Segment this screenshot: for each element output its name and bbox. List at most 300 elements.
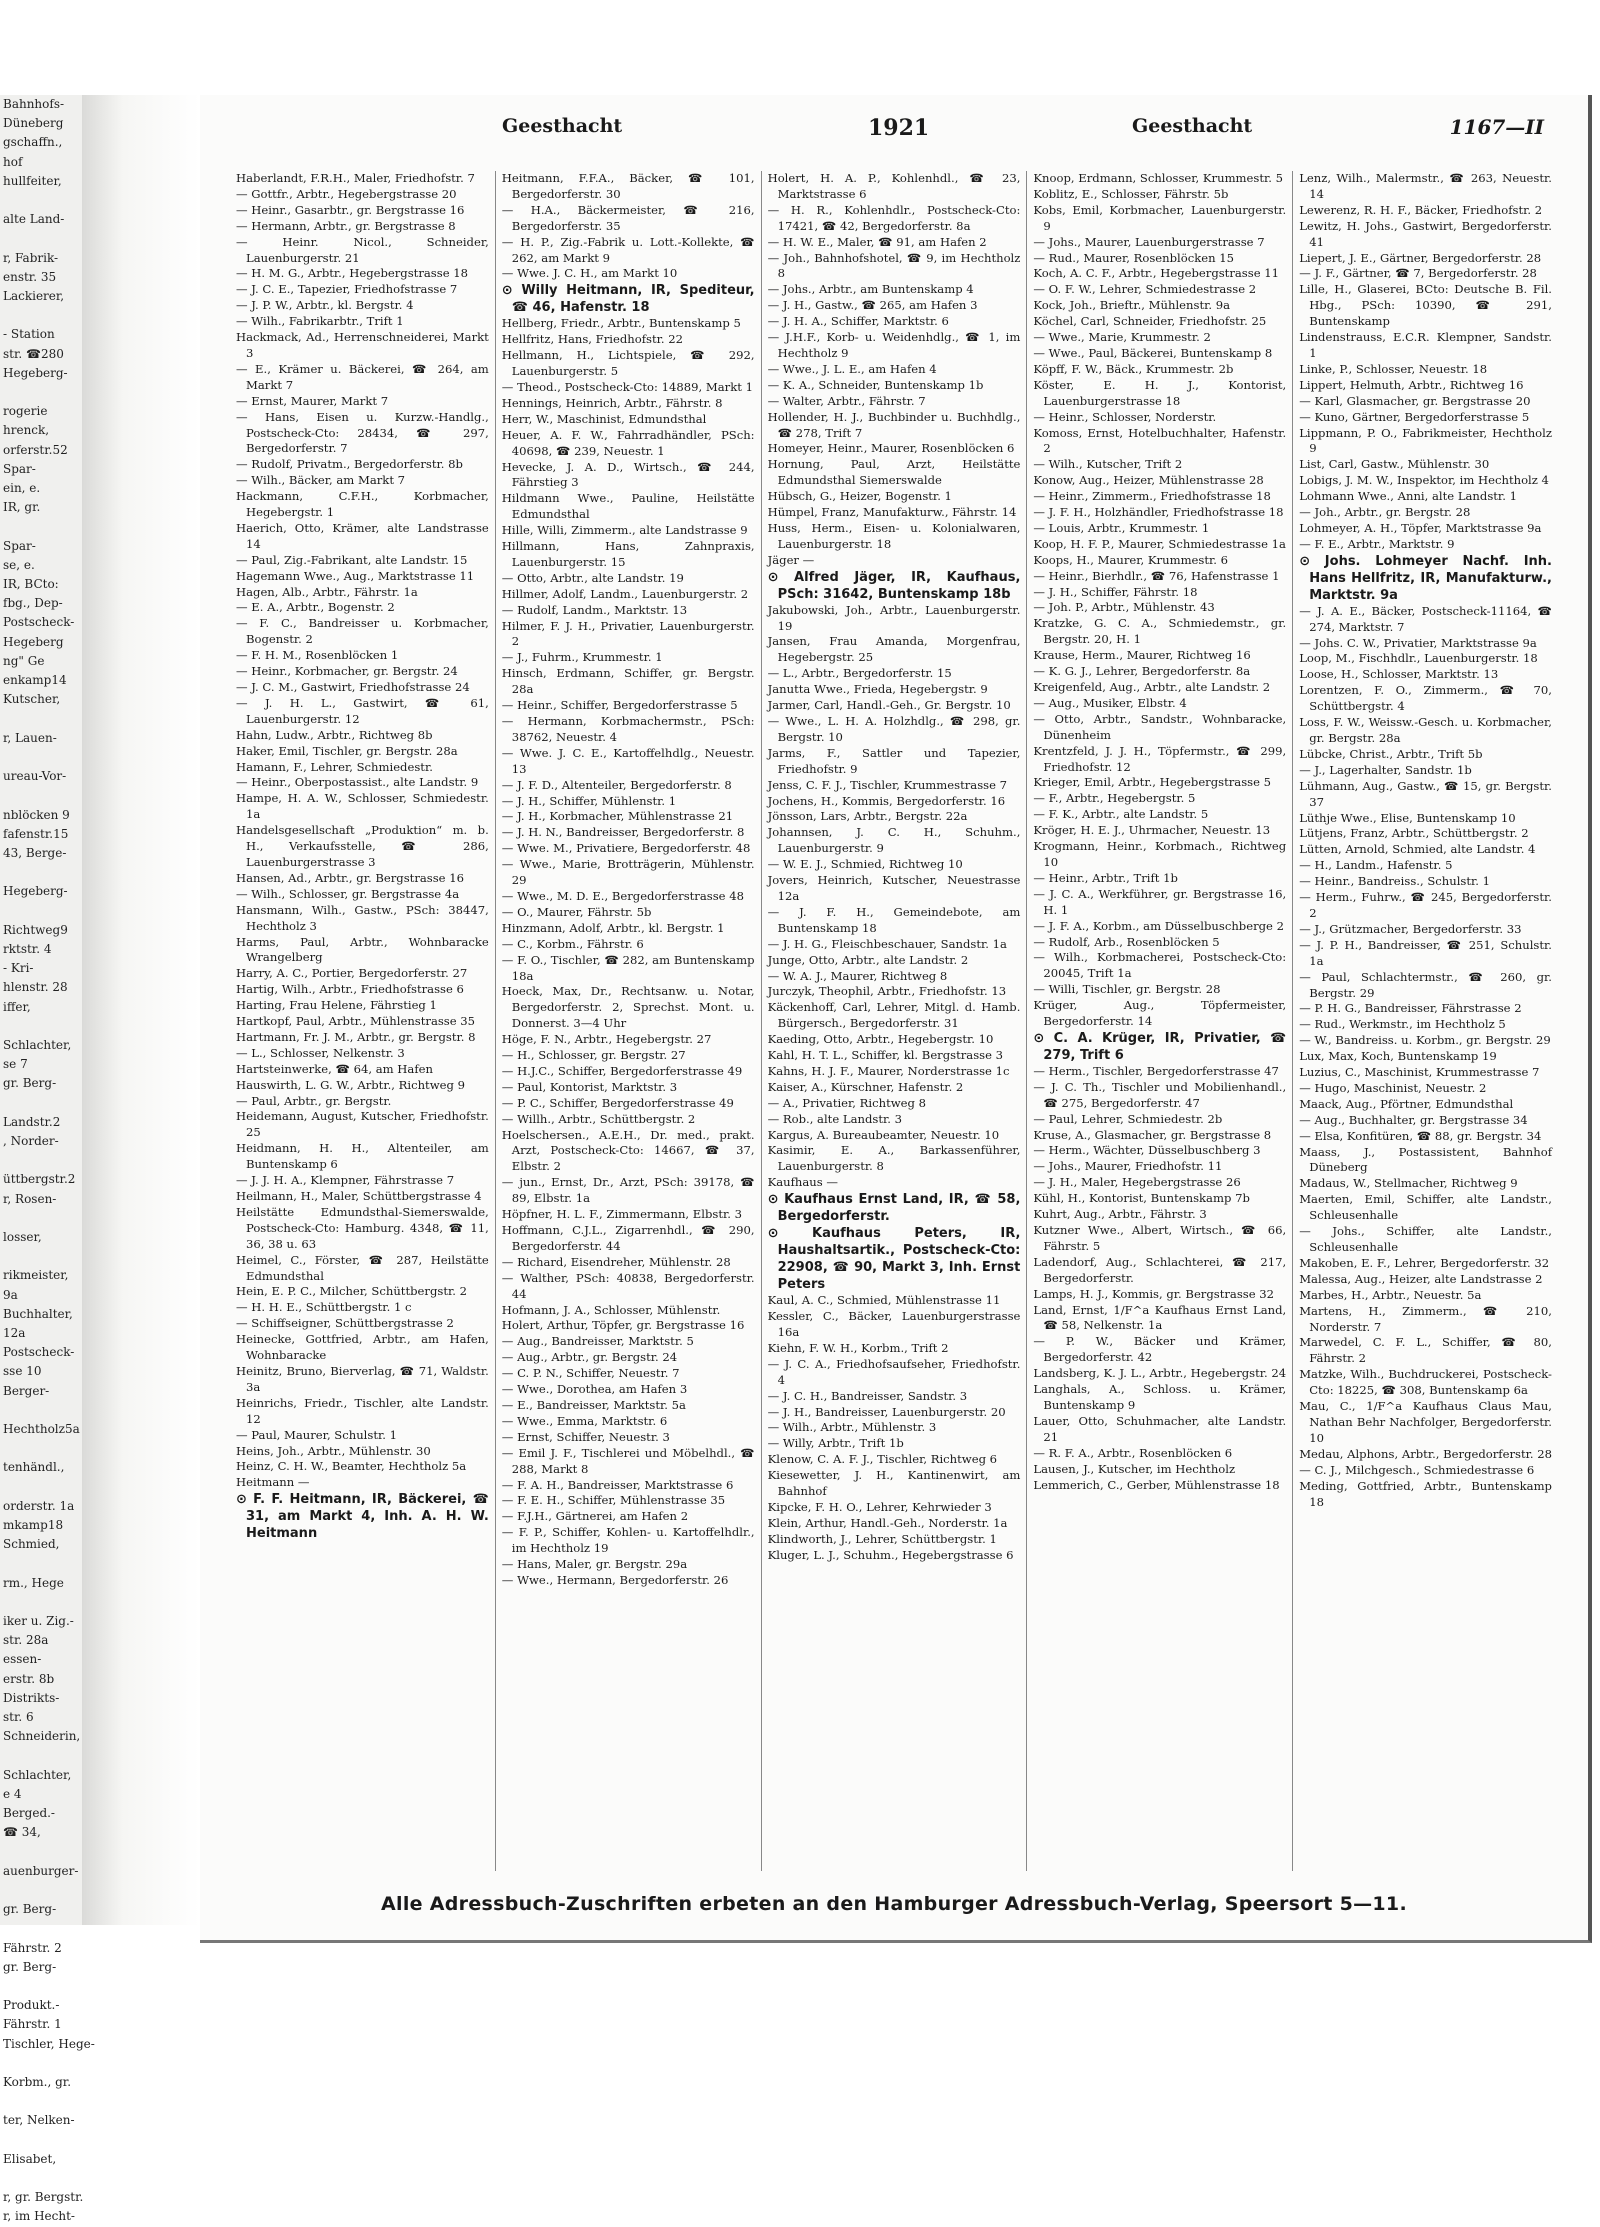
left-page-fragment: iker u. Zig.- <box>3 1614 74 1629</box>
left-page-fragment: Schlachter, <box>3 1767 72 1782</box>
directory-entry: Hartmann, Fr. J. M., Arbtr., gr. Bergstr. 8 <box>236 1029 476 1044</box>
directory-entry: Hellberg, Friedr., Arbtr., Buntenskamp 5 <box>501 316 741 331</box>
firm-entry: ⊙ F. F. Heitmann, IR, Bäckerei, ☎ 31, am Markt 4, Inh. A. H. W. Heitmann <box>236 1492 489 1542</box>
directory-entry: Hagen, Alb., Arbtr., Fährstr. 1a <box>236 584 418 599</box>
directory-entry: — J. J. H. A., Klempner, Fährstrasse 7 <box>236 1173 455 1188</box>
left-page-fragment: Spar- <box>3 538 36 553</box>
directory-entry: — Emil J. F., Tischlerei und Möbelhdl., ☎ 288, Markt 8 <box>501 1445 755 1476</box>
left-page-fragment: nblöcken 9 <box>3 807 70 822</box>
directory-entry: — Willh., Arbtr., Schüttbergstr. 2 <box>501 1111 696 1126</box>
left-page-fragment: Hechtholz5a <box>3 1422 80 1437</box>
directory-entry: Hoeck, Max, Dr., Rechtsanw. u. Notar, Bergedorferstr. 2, Sprechst. Mont. u. Donnerst. 3—4 Uhr <box>501 984 755 1031</box>
directory-entry: — Rud., Werkmstr., im Hechtholz 5 <box>1299 1017 1506 1032</box>
directory-entry: — jun., Ernst, Dr., Arzt, PSch: 39178, ☎ 89, Elbstr. 1a <box>501 1175 755 1206</box>
directory-page <box>200 95 1592 1943</box>
directory-entry: Medau, Alphons, Arbtr., Bergedorferstr. 28 <box>1299 1446 1552 1461</box>
directory-entry: Malessa, Aug., Heizer, alte Landstrasse 2 <box>1299 1271 1543 1286</box>
left-page-fragment <box>0 383 82 402</box>
left-page-fragment: r, im Hecht- <box>3 2209 75 2224</box>
left-page-fragment: , Norder- <box>3 1133 59 1148</box>
directory-entry: Hillmer, Adolf, Landm., Lauenburgerstr. 2 <box>501 586 749 601</box>
directory-entry: — K. A., Schneider, Buntenskamp 1b <box>767 377 984 392</box>
directory-entry: — H. M. G., Arbtr., Hegebergstrasse 18 <box>236 266 468 281</box>
left-page-fragment: Korbm., gr. <box>3 2074 72 2089</box>
left-page-fragment <box>0 1593 82 1612</box>
directory-entry: Loose, H., Schlosser, Marktstr. 13 <box>1299 667 1499 682</box>
directory-entry: Kruse, A., Glasmacher, gr. Bergstrasse 8 <box>1033 1127 1272 1142</box>
left-page-fragment: r, Rosen- <box>3 1191 57 1206</box>
left-page-fragment: hrenck, <box>3 423 50 438</box>
directory-entry: — Johs., Maurer, Lauenburgerstrasse 7 <box>1033 234 1265 249</box>
directory-entry: — F. C., Bandreisser u. Korbmacher, Bogenstr. 2 <box>236 616 489 647</box>
firm-entry: ⊙ Kaufhaus Peters, IR, Haushaltsartik., Postscheck-Cto: 22908, ☎ 90, Markt 3, Inh. Ernst Peters <box>767 1226 1021 1293</box>
left-page-fragment: IR, BCto: <box>3 577 59 592</box>
directory-entry: Lindenstrauss, E.C.R. Klempner, Sandstr. 1 <box>1299 330 1552 360</box>
directory-entry: Hellmann, H., Lichtspiele, ☎ 292, Lauenburgerstr. 5 <box>501 348 755 379</box>
directory-entry: Hampe, H. A. W., Schlosser, Schmiedestr. 1a <box>236 791 489 822</box>
directory-entry: Lübcke, Christ., Arbtr., Trift 5b <box>1299 746 1483 761</box>
directory-entry: — F., Arbtr., Hegebergstr. 5 <box>1033 791 1196 806</box>
directory-entry: — Johs., Maurer, Friedhofstr. 11 <box>1033 1159 1223 1174</box>
directory-entry: — Heinr., Oberpostassist., alte Landstr. 9 <box>236 775 479 790</box>
directory-entry: Kessler, C., Bäcker, Lauenburgerstrasse 16a <box>767 1309 1021 1339</box>
directory-entry: Lux, Max, Koch, Buntenskamp 19 <box>1299 1049 1497 1064</box>
directory-entry: — F. K., Arbtr., alte Landstr. 5 <box>1033 807 1209 822</box>
directory-entry: Marbes, H., Arbtr., Neuestr. 5a <box>1299 1287 1482 1302</box>
directory-entry: Heinitz, Bruno, Bierverlag, ☎ 71, Waldstr. 3a <box>236 1363 489 1394</box>
left-page-fragment: hullfeiter, <box>3 173 62 188</box>
directory-entry: Hennings, Heinrich, Arbtr., Fährstr. 8 <box>501 395 723 410</box>
left-page-fragment: ter, Nelken- <box>3 2113 75 2128</box>
directory-entry: — Wilh., Arbtr., Mühlenstr. 3 <box>767 1420 937 1435</box>
directory-entry: — J.H.F., Korb- u. Weidenhdlg., ☎ 1, im Hechtholz 9 <box>767 330 1021 360</box>
directory-entry: Knoop, Erdmann, Schlosser, Krummestr. 5 <box>1033 171 1284 185</box>
left-page-fragment: enstr. 35 <box>3 269 57 284</box>
left-page-fragment: Landstr.2 <box>3 1114 61 1129</box>
left-page-fragment: hof <box>3 154 23 169</box>
directory-entry: — Paul, Schlachtermstr., ☎ 260, gr. Bergstr. 29 <box>1299 969 1552 1000</box>
left-page-fragment <box>0 1478 82 1497</box>
directory-entry: — J. H., Schiffer, Fährstr. 18 <box>1033 584 1198 599</box>
left-page-fragment: sse 10 <box>3 1364 42 1379</box>
directory-entry: — J. H., Maler, Hegebergstrasse 26 <box>1033 1175 1241 1190</box>
directory-entry: — Walter, Arbtr., Fährstr. 7 <box>767 393 926 408</box>
directory-entry: Hamann, F., Lehrer, Schmiedestr. <box>236 759 433 774</box>
firm-entry: ⊙ Alfred Jäger, IR, Kaufhaus, PSch: 31642, Buntenskamp 18b <box>767 569 1021 602</box>
directory-entry: Landsberg, K. J. L., Arbtr., Hegebergstr. 24 <box>1033 1366 1287 1381</box>
directory-entry: Kaiser, A., Kürschner, Hafenstr. 2 <box>767 1079 964 1094</box>
directory-entry: — F. E., Arbtr., Marktstr. 9 <box>1299 536 1455 551</box>
firm-entry: ⊙ Johs. Lohmeyer Nachf. Inh. Hans Hellfritz, IR, Manufakturw., Marktstr. 9a <box>1299 553 1552 603</box>
directory-entry: Marwedel, C. F. L., Schiffer, ☎ 80, Fährstr. 2 <box>1299 1335 1552 1366</box>
directory-entry: — Walther, PSch: 40838, Bergedorferstr. 44 <box>501 1270 755 1301</box>
directory-entry: Krieger, Emil, Arbtr., Hegebergstrasse 5 <box>1033 775 1272 790</box>
directory-entry: Hildmann Wwe., Pauline, Heilstätte Edmundsthal <box>501 491 755 522</box>
directory-entry: — Otto, Arbtr., alte Landstr. 19 <box>501 570 684 585</box>
directory-entry: — O. F. W., Lehrer, Schmiedestrasse 2 <box>1033 282 1257 297</box>
directory-entry: — J. H. L., Gastwirt, ☎ 61, Lauenburgerstr. 12 <box>236 695 489 726</box>
directory-entry: — Johs. C. W., Privatier, Marktstrasse 9a <box>1299 635 1537 650</box>
left-page-fragment: ☎ 34, <box>3 1825 41 1840</box>
left-page-fragment: 43, Berge- <box>3 845 67 860</box>
left-page-fragment: Richtweg9 <box>3 922 68 937</box>
directory-entry: — Heinr., Bandreiss., Schulstr. 1 <box>1299 874 1491 889</box>
directory-entry: Lühmann, Aug., Gastw., ☎ 15, gr. Bergstr. 37 <box>1299 778 1552 809</box>
left-page-fragment: gr. Berg- <box>3 1076 57 1091</box>
left-page-fragment: erstr. 8b <box>3 1671 55 1686</box>
directory-entry: — H.A., Bäckermeister, ☎ 216, Bergedorferstr. 35 <box>501 202 755 233</box>
left-facing-page <box>0 95 95 2224</box>
left-page-fragment <box>0 2169 82 2188</box>
left-page-fragment: Berger- <box>3 1383 50 1398</box>
directory-entry: Madaus, W., Stellmacher, Richtweg 9 <box>1299 1176 1518 1191</box>
directory-entry: Maerten, Emil, Schiffer, alte Landstr., Schleusenhalle <box>1299 1192 1552 1223</box>
directory-entry: — J. C. E., Tapezier, Friedhofstrasse 7 <box>236 282 458 297</box>
directory-entry: — H., Landm., Hafenstr. 5 <box>1299 858 1453 873</box>
left-page-fragment: gr. Berg- <box>3 1902 57 1917</box>
directory-entry: Kock, Joh., Brieftr., Mühlenstr. 9a <box>1033 298 1231 313</box>
left-page-fragment <box>0 2131 82 2150</box>
left-page-fragment <box>0 229 82 248</box>
header-place-right: Geesthacht <box>1132 115 1253 137</box>
left-page-fragment: mkamp18 <box>3 1518 64 1533</box>
firm-entry: ⊙ Kaufhaus Ernst Land, IR, ☎ 58, Bergedorferstr. <box>767 1192 1021 1225</box>
directory-entry: Meding, Gottfried, Arbtr., Buntenskamp 18 <box>1299 1478 1552 1509</box>
directory-entry: Matzke, Wilh., Buchdruckerei, Postscheck-Cto: 18225, ☎ 308, Buntenskamp 6a <box>1299 1367 1552 1398</box>
directory-entry: — Ernst, Maurer, Markt 7 <box>236 393 389 408</box>
left-page-fragment <box>0 902 82 921</box>
left-page-fragment: Schmied, <box>3 1537 60 1552</box>
directory-entry: Lauer, Otto, Schuhmacher, alte Landstr. 21 <box>1033 1413 1287 1444</box>
left-page-fragment <box>0 1401 82 1420</box>
left-page-fragment <box>0 1439 82 1458</box>
directory-entry: Heinrichs, Friedr., Tischler, alte Landstr. 12 <box>236 1395 489 1426</box>
directory-entry: Kobs, Emil, Korbmacher, Lauenburgerstr. 9 <box>1033 202 1287 233</box>
directory-entry: Herr, W., Maschinist, Edmundsthal <box>501 411 707 426</box>
left-page-fragment <box>0 191 82 210</box>
left-page-fragment: gschaffn., <box>3 135 63 150</box>
left-page-fragment <box>0 2092 82 2111</box>
left-page-fragment: Postscheck- <box>3 1345 75 1360</box>
directory-entry: — Willy, Arbtr., Trift 1b <box>767 1436 904 1451</box>
directory-entry: — W. A. J., Maurer, Richtweg 8 <box>767 968 948 983</box>
left-page-fragment: gr. Berg- <box>3 1959 57 1974</box>
directory-entry: Lausen, J., Kutscher, im Hechtholz <box>1033 1461 1236 1476</box>
directory-entry: — J. H., Bandreisser, Lauenburgerstr. 20 <box>767 1404 1006 1419</box>
directory-entry: Hille, Willi, Zimmerm., alte Landstrasse 9 <box>501 523 748 538</box>
left-page-fragment: r, Lauen- <box>3 730 57 745</box>
directory-entry: — J., Fuhrm., Krummestr. 1 <box>501 650 663 665</box>
left-page-fragment <box>0 1977 82 1996</box>
directory-entry: — Wwe., L. H. A. Holzhdlg., ☎ 298, gr. Bergstr. 10 <box>767 714 1021 744</box>
left-page-fragment: Spar- <box>3 461 36 476</box>
directory-entry: Langhals, A., Schloss. u. Krämer, Buntenskamp 9 <box>1033 1382 1287 1412</box>
directory-column-4 <box>1026 171 1292 1871</box>
directory-entry: Heimel, C., Förster, ☎ 287, Heilstätte Edmundsthal <box>236 1252 489 1283</box>
left-page-fragment <box>0 1209 82 1228</box>
directory-entry: Hofmann, J. A., Schlosser, Mühlenstr. <box>501 1302 721 1317</box>
directory-entry: — J. C. H., Bandreisser, Sandstr. 3 <box>767 1388 968 1403</box>
directory-entry: — Joh., Arbtr., gr. Bergstr. 28 <box>1299 505 1471 520</box>
directory-entry: — Wilh., Fabrikarbtr., Trift 1 <box>236 314 404 329</box>
directory-entry: — H. P., Zig.-Fabrik u. Lott.-Kollekte, ☎ 262, am Markt 9 <box>501 234 755 265</box>
directory-entry: Kröger, H. E. J., Uhrmacher, Neuestr. 13 <box>1033 823 1271 838</box>
directory-entry: — Rud., Maurer, Rosenblöcken 15 <box>1033 250 1235 265</box>
directory-entry: Hackmack, Ad., Herrenschneiderei, Markt 3 <box>236 330 489 360</box>
directory-entry: — H. R., Kohlenhdlr., Postscheck-Cto: 17421, ☎ 42, Bergedorferstr. 8a <box>767 202 1021 233</box>
directory-entry: Lamps, H. J., Kommis, gr. Bergstrasse 32 <box>1033 1286 1275 1301</box>
directory-entry: Harry, A. C., Portier, Bergedorferstr. 27 <box>236 966 468 981</box>
directory-entry: — Hans, Eisen u. Kurzw.-Handlg., Postscheck-Cto: 28434, ☎ 297, Bergedorferstr. 7 <box>236 409 489 456</box>
left-page-fragment: - Kri- <box>3 961 34 976</box>
directory-entry: Heinecke, Gottfried, Arbtr., am Hafen, Wohnbaracke <box>236 1332 489 1363</box>
directory-entry: Koop, H. F. P., Maurer, Schmiedestrasse 1a <box>1033 536 1286 551</box>
directory-entry: — Heinr., Korbmacher, gr. Bergstr. 24 <box>236 664 458 679</box>
left-page-fragment: tenhändl., <box>3 1460 65 1475</box>
left-page-fragment: 9a <box>3 1287 18 1302</box>
directory-entry: — Schiffseigner, Schüttbergstrasse 2 <box>236 1316 454 1331</box>
left-page-fragment: essen- <box>3 1652 42 1667</box>
directory-entry: — H.J.C., Schiffer, Bergedorferstrasse 49 <box>501 1063 743 1078</box>
directory-entry: Homeyer, Heinr., Maurer, Rosenblöcken 6 <box>767 441 1015 456</box>
left-page-fragment: Elisabet, <box>3 2151 57 2166</box>
directory-entry: — Wilh., Bäcker, am Markt 7 <box>236 473 406 488</box>
directory-entry: — Ernst, Schiffer, Neuestr. 3 <box>501 1429 670 1444</box>
directory-entry: — Elsa, Konfitüren, ☎ 88, gr. Bergstr. 34 <box>1299 1128 1542 1143</box>
directory-entry: Köchel, Carl, Schneider, Friedhofstr. 25 <box>1033 314 1267 329</box>
directory-entry: — Karl, Glasmacher, gr. Bergstrasse 20 <box>1299 393 1531 408</box>
directory-entry: Harting, Frau Helene, Fährstieg 1 <box>236 998 437 1013</box>
directory-entry: — Paul, Zig.-Fabrikant, alte Landstr. 15 <box>236 552 468 567</box>
directory-entry: — H. H. E., Schüttbergstr. 1 c <box>236 1300 412 1315</box>
directory-entry: Luzius, C., Maschinist, Krummestrasse 7 <box>1299 1065 1540 1080</box>
left-page-fragment: e 4 <box>3 1786 22 1801</box>
header-year: 1921 <box>868 115 930 141</box>
directory-entry: — J. P. H., Bandreisser, ☎ 251, Schulstr. 1a <box>1299 937 1552 968</box>
left-page-fragment: losser, <box>3 1229 42 1244</box>
directory-entry: — Rudolf, Landm., Marktstr. 13 <box>501 602 688 617</box>
left-page-fragment: hlenstr. 28 <box>3 980 68 995</box>
left-page-fragment: Buchhalter, <box>3 1306 73 1321</box>
directory-entry: Hillmann, Hans, Zahnpraxis, Lauenburgerstr. 15 <box>501 539 755 569</box>
directory-entry: — L., Arbtr., Bergedorferstr. 15 <box>767 666 952 681</box>
directory-entry: — Joh., Bahnhofshotel, ☎ 9, im Hechtholz 8 <box>767 250 1021 281</box>
directory-entry: — Hugo, Maschinist, Neuestr. 2 <box>1299 1080 1487 1095</box>
directory-entry: — Paul, Kontorist, Marktstr. 3 <box>501 1079 678 1094</box>
directory-entry: Haberlandt, F.R.H., Maler, Friedhofstr. 7 <box>236 171 475 185</box>
directory-entry: Holert, H. A. P., Kohlenhdl., ☎ 23, Marktstrasse 6 <box>767 171 1021 201</box>
directory-entry: Höge, F. N., Arbtr., Hegebergstr. 27 <box>501 1032 712 1047</box>
directory-entry: Kiehn, F. W. H., Korbm., Trift 2 <box>767 1340 949 1355</box>
directory-entry: — P. W., Bäcker und Krämer, Bergedorferstr. 42 <box>1033 1334 1287 1365</box>
directory-entry: Hoffmann, C.J.L., Zigarrenhdl., ☎ 290, Bergedorferstr. 44 <box>501 1223 755 1253</box>
directory-entry: Hackmann, C.F.H., Korbmacher, Hegebergstr. 1 <box>236 489 489 520</box>
directory-entry: — Paul, Lehrer, Schmiedestr. 2b <box>1033 1111 1223 1126</box>
directory-entry: — J. C. A., Friedhofsaufseher, Friedhofstr. 4 <box>767 1356 1021 1387</box>
left-page-fragment: - Station <box>3 327 55 342</box>
directory-entry: — C. J., Milchgesch., Schmiedestrasse 6 <box>1299 1462 1535 1477</box>
directory-entry: — F.J.H., Gärtnerei, am Hafen 2 <box>501 1509 689 1524</box>
directory-entry: Makoben, E. F., Lehrer, Bergedorferstr. 32 <box>1299 1255 1550 1270</box>
directory-entry: Hahn, Ludw., Arbtr., Richtweg 8b <box>236 727 433 742</box>
directory-entry: Lille, H., Glaserei, BCto: Deutsche B. Fil. Hbg., PSch: 10390, ☎ 291, Buntenskamp <box>1299 282 1552 329</box>
directory-entry: Kühl, H., Kontorist, Buntenskamp 7b <box>1033 1191 1250 1206</box>
directory-entry: Kiesewetter, J. H., Kantinenwirt, am Bahnhof <box>767 1468 1021 1499</box>
directory-entry: — Wwe., Marie, Brotträgerin, Mühlenstr. 29 <box>501 857 755 888</box>
directory-entry: — F. O., Tischler, ☎ 282, am Buntenskamp 18a <box>501 952 755 983</box>
directory-entry: Handelsgesellschaft „Produktion“ m. b. H., Verkaufsstelle, ☎ 286, Lauenburgerstrasse 3 <box>236 823 489 869</box>
left-page-fragment <box>0 710 82 729</box>
directory-entry: — P. H. G., Bandreisser, Fährstrasse 2 <box>1299 1001 1522 1016</box>
left-page-fragment <box>0 1881 82 1900</box>
directory-entry: Maass, J., Postassistent, Bahnhof Düneberg <box>1299 1144 1552 1175</box>
left-page-fragment: str. 28a <box>3 1633 49 1648</box>
directory-entry: — Theod., Postscheck-Cto: 14889, Markt 1 <box>501 379 753 394</box>
left-page-fragment <box>0 517 82 536</box>
left-page-fragment <box>0 1247 82 1266</box>
left-page-fragment: rogerie <box>3 404 48 419</box>
directory-entry: Kipcke, F. H. O., Lehrer, Kehrwieder 3 <box>767 1499 992 1514</box>
directory-entry: — Wwe. J. C. E., Kartoffelhdlg., Neuestr. 13 <box>501 745 755 776</box>
directory-entry: Martens, H., Zimmerm., ☎ 210, Norderstr. 7 <box>1299 1303 1552 1334</box>
directory-entry: Heins, Joh., Arbtr., Mühlenstr. 30 <box>236 1443 431 1458</box>
left-page-fragment: Bahnhofs- <box>3 97 65 111</box>
directory-entry: — J. C. M., Gastwirt, Friedhofstrasse 24 <box>236 680 470 694</box>
directory-entry: — A., Privatier, Richtweg 8 <box>767 1095 927 1110</box>
directory-entry: — Aug., Buchhalter, gr. Bergstrasse 34 <box>1299 1112 1528 1127</box>
directory-entry: Land, Ernst, 1/F^a Kaufhaus Ernst Land, ☎ 58, Nelkenstr. 1a <box>1033 1302 1287 1333</box>
directory-entry: — Aug., Musiker, Elbstr. 4 <box>1033 695 1187 710</box>
left-page-fragment: rikmeister, <box>3 1268 69 1283</box>
header-page-number: 1167—II <box>1449 115 1544 139</box>
directory-column-1 <box>230 171 495 1871</box>
directory-entry: Kutzner Wwe., Albert, Wirtsch., ☎ 66, Fährstr. 5 <box>1033 1223 1287 1253</box>
directory-entry: — L., Schlosser, Nelkenstr. 3 <box>236 1045 405 1060</box>
directory-entry: — Wilh., Schlosser, gr. Bergstrasse 4a <box>236 886 460 901</box>
left-page-fragment <box>0 748 82 767</box>
directory-entry: — F. A. H., Bandreisser, Marktstrasse 6 <box>501 1477 734 1492</box>
directory-entry: — W. E. J., Schmied, Richtweg 10 <box>767 857 963 872</box>
directory-entry: Lewerenz, R. H. F., Bäcker, Friedhofstr. 2 <box>1299 202 1543 217</box>
directory-entry: — J. P. W., Arbtr., kl. Bergstr. 4 <box>236 298 414 313</box>
directory-entry: — J. F. H., Gemeindebote, am Buntenskamp 18 <box>767 904 1021 935</box>
directory-entry: — J. H., Schiffer, Mühlenstr. 1 <box>501 793 677 808</box>
directory-entry: Lewitz, H. Johs., Gastwirt, Bergedorferstr. 41 <box>1299 218 1552 249</box>
directory-entry: — Joh. P., Arbtr., Mühlenstr. 43 <box>1033 600 1215 615</box>
directory-entry: Komoss, Ernst, Hotelbuchhalter, Hafenstr. 2 <box>1033 425 1287 456</box>
left-page-fragment: Distrikts- <box>3 1690 60 1705</box>
left-page-fragment: Produkt.- <box>3 1998 60 2013</box>
left-page-fragment: üttbergstr.2 <box>3 1172 76 1187</box>
directory-entry: — J. F. D., Altenteiler, Bergedorferstr. 8 <box>501 777 732 792</box>
directory-entry: Mau, C., 1/F^a Kaufhaus Claus Mau, Nathan Behr Nachfolger, Bergedorferstr. 10 <box>1299 1399 1552 1445</box>
page-footer: Alle Adressbuch-Zuschriften erbeten an den Hamburger Adressbuch-Verlag, Speersort 5—11. <box>381 1893 1407 1915</box>
left-page-fragment: IR, gr. <box>3 500 41 515</box>
directory-entry: — J. F. A., Korbm., am Düsselbuschberge 2 <box>1033 918 1284 933</box>
directory-entry: — H., Schlosser, gr. Bergstr. 27 <box>501 1048 686 1063</box>
left-page-fragment <box>0 1842 82 1861</box>
directory-entry: Lüthje Wwe., Elise, Buntenskamp 10 <box>1299 810 1516 825</box>
left-page-fragment: str. ☎280 <box>3 346 64 361</box>
left-page-fragment <box>0 306 82 325</box>
directory-entry: Klenow, C. A. F. J., Tischler, Richtweg 6 <box>767 1452 998 1467</box>
directory-entry: — Wwe., M. D. E., Bergedorferstrasse 48 <box>501 888 744 903</box>
directory-column-5 <box>1292 171 1558 1871</box>
firm-entry: ⊙ Willy Heitmann, IR, Spediteur, ☎ 46, Hafenstr. 18 <box>501 283 755 316</box>
directory-entry: Koblitz, E., Schlosser, Fährstr. 5b <box>1033 186 1229 201</box>
left-page-fragment: Postscheck- <box>3 615 75 630</box>
left-page-fragment: Fährstr. 1 <box>3 2017 62 2032</box>
directory-entry: Kargus, A. Bureaubeamter, Neuestr. 10 <box>767 1127 1000 1142</box>
directory-entry: — J. A. E., Bäcker, Postscheck-11164, ☎ 274, Marktstr. 7 <box>1299 603 1552 634</box>
left-page-fragment <box>0 863 82 882</box>
directory-entry: — K. G. J., Lehrer, Bergedorferstr. 8a <box>1033 664 1251 679</box>
directory-entry: Kasimir, E. A., Barkassenführer, Lauenburgerstr. 8 <box>767 1143 1021 1174</box>
directory-entry: — J. H., Gastw., ☎ 265, am Hafen 3 <box>767 298 978 313</box>
directory-entry: Hartig, Wilh., Arbtr., Friedhofstrasse 6 <box>236 982 464 997</box>
left-page-fragment: Kutscher, <box>3 692 61 707</box>
directory-entry: — Louis, Arbtr., Krummestr. 1 <box>1033 520 1210 535</box>
directory-entry: Hevecke, J. A. D., Wirtsch., ☎ 244, Fährstieg 3 <box>501 459 755 490</box>
directory-entry: Lütjens, Franz, Arbtr., Schüttbergstr. 2 <box>1299 826 1529 841</box>
directory-entry: — J. C. Th., Tischler und Mobilienhandl., ☎ 275, Bergedorferstr. 47 <box>1033 1079 1287 1110</box>
left-page-fragment <box>0 786 82 805</box>
directory-entry: Jovers, Heinrich, Kutscher, Neuestrasse 12a <box>767 873 1021 903</box>
directory-entry: — Heinr., Schiffer, Bergedorferstrasse 5 <box>501 698 738 713</box>
directory-column-2 <box>495 171 761 1871</box>
directory-entry: — J. H. N., Bandreisser, Bergedorferstr. 8 <box>501 825 745 840</box>
directory-entry: Hümpel, Franz, Manufakturw., Fährstr. 14 <box>767 505 1017 520</box>
directory-entry: — J. F. H., Holzhändler, Friedhofstrasse 18 <box>1033 505 1284 520</box>
directory-entry: Lohmann Wwe., Anni, alte Landstr. 1 <box>1299 489 1517 504</box>
left-page-fragment: str. 6 <box>3 1710 34 1725</box>
directory-entry: Kaufhaus — <box>767 1175 838 1190</box>
directory-entry: Köpff, F. W., Bäck., Krummestr. 2b <box>1033 361 1234 376</box>
directory-entry: Lemmerich, C., Gerber, Mühlenstrasse 18 <box>1033 1477 1280 1492</box>
left-page-fragment: Hegeberg <box>3 634 64 649</box>
directory-entry: Köster, E. H. J., Kontorist, Lauenburgerstrasse 18 <box>1033 377 1287 408</box>
directory-entry: Kaul, A. C., Schmied, Mühlenstrasse 11 <box>767 1293 1001 1308</box>
directory-entry: — J. F., Gärtner, ☎ 7, Bergedorferstr. 28 <box>1299 266 1537 281</box>
directory-entry: Kahl, H. T. L., Schiffer, kl. Bergstrasse 3 <box>767 1048 1004 1063</box>
directory-entry: — Hermann, Korbmachermstr., PSch: 38762, Neuestr. 4 <box>501 714 755 744</box>
directory-entry: Huss, Herm., Eisen- u. Kolonialwaren, Lauenburgerstr. 18 <box>767 520 1021 551</box>
directory-entry: — Johs., Schiffer, alte Landstr., Schleusenhalle <box>1299 1224 1552 1254</box>
directory-entry: Krause, Herm., Maurer, Richtweg 16 <box>1033 648 1251 663</box>
directory-entry: Hilmer, F. J. H., Privatier, Lauenburgerstr. 2 <box>501 618 755 649</box>
directory-entry: — Heinr., Bierhdlr., ☎ 76, Hafenstrasse 1 <box>1033 568 1280 583</box>
directory-entry: — Wilh., Korbmacherei, Postscheck-Cto: 20045, Trift 1a <box>1033 950 1287 981</box>
directory-entry: Kaeding, Otto, Arbtr., Hegebergstr. 10 <box>767 1032 994 1047</box>
directory-entry: Lütten, Arnold, Schmied, alte Landstr. 4 <box>1299 842 1536 857</box>
directory-entry: — Otto, Arbtr., Sandstr., Wohnbaracke, Dünenheim <box>1033 711 1287 742</box>
directory-column-3 <box>761 171 1027 1871</box>
directory-entry: Hansmann, Wilh., Gastw., PSch: 38447, Hechtholz 3 <box>236 902 489 933</box>
left-page-fragment: Fährstr. 2 <box>3 1940 62 1955</box>
directory-entry: — C., Korbm., Fährstr. 6 <box>501 936 644 951</box>
directory-entry: — E. A., Arbtr., Bogenstr. 2 <box>236 600 395 615</box>
directory-entry: Hein, E. P. C., Milcher, Schüttbergstr. 2 <box>236 1284 467 1299</box>
directory-entry: Lohmeyer, A. H., Töpfer, Marktstrasse 9a <box>1299 520 1542 535</box>
directory-entry: Liepert, J. E., Gärtner, Bergedorferstr. 28 <box>1299 250 1542 265</box>
directory-entry: — Wwe., J. L. E., am Hafen 4 <box>767 361 937 376</box>
left-page-fragment: auenburger- <box>3 1863 79 1878</box>
directory-entry: Hauswirth, L. G. W., Arbtr., Richtweg 9 <box>236 1077 465 1092</box>
left-page-fragment: Hegeberg- <box>3 365 68 380</box>
left-page-fragment <box>0 1554 82 1573</box>
left-page-fragment: se 7 <box>3 1057 28 1072</box>
directory-entry: — Wwe. M., Privatiere, Bergedorferstr. 48 <box>501 841 751 856</box>
